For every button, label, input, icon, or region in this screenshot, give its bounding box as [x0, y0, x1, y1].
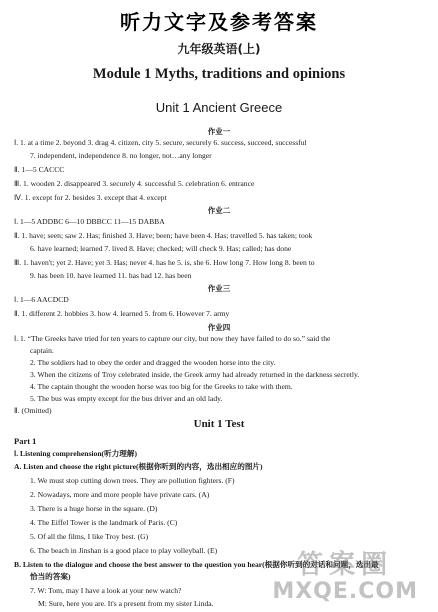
answer-line: Ⅰ. 1—6 AACDCD — [14, 295, 69, 304]
transcript-line: 3. There is a huge horse in the square. (D) — [30, 504, 158, 513]
watermark-cn: 答案圈 — [297, 550, 394, 580]
part-heading: Part 1 — [14, 436, 37, 446]
grade-subtitle: 九年级英语(上) — [177, 42, 261, 56]
answer-line: Ⅰ. 1. at a time 2. beyond 3. drag 4. citizen, city 5. secure, securely 6. success, succeed, successful — [14, 138, 307, 147]
answer-line: Ⅰ. 1—5 ADDBC 6—10 DBBCC 11—15 DABBA — [14, 217, 165, 226]
answer-line: Ⅱ. 1. different 2. hobbies 3. how 4. learned 5. from 6. However 7. army — [14, 309, 230, 318]
transcript-line: 6. The beach in Jinshan is a good place to play volleyball. (E) — [30, 546, 218, 555]
test-title: Unit 1 Test — [193, 418, 245, 430]
section-heading-3: 作业三 — [207, 284, 231, 293]
answer-line: Ⅳ. 1. except for 2. besides 3. except that 4. except — [14, 193, 167, 202]
answer-line: 5. The bus was empty except for the bus driver and an old lady. — [30, 394, 223, 403]
answer-line: 7. independent, independence 8. no longer, not…any longer — [30, 151, 212, 160]
transcript-line: 7. W: Tom, may I have a look at your new watch? — [30, 586, 182, 595]
answer-line: Ⅱ. 1. have; seen; saw 2. Has; finished 3. Have; been; have been 4. Has; travelled 5. has taken; took — [14, 231, 313, 240]
question-heading: B. Listen to the dialogue and choose the best answer to the question you hear(根据你听到的对话和问题，选出最 — [14, 560, 379, 569]
answer-line: Ⅲ. 1. haven't; yet 2. Have; yet 3. Has; never 4. has he 5. is, she 6. How long 7. How long 8. been to — [14, 258, 315, 267]
answer-line: captain. — [30, 346, 54, 355]
answer-line: Ⅰ. 1. “The Greeks have tried for ten years to capture our city, but now they have failed to do so.” said the — [14, 334, 331, 343]
page-title: 听力文字及参考答案 — [120, 10, 318, 34]
answer-line: Ⅲ. 1. wooden 2. disappeared 3. securely 4. successful 5. celebration 6. entrance — [14, 179, 255, 188]
watermark-logo — [272, 544, 418, 604]
section-heading-1: 作业一 — [207, 127, 231, 136]
transcript-line: M: Sure, here you are. It's a present from my sister Linda. — [38, 599, 214, 608]
answer-line: 3. When the citizens of Troy celebrated inside, the Greek army had already returned in the darkness secretly. — [30, 370, 360, 379]
answer-line: 9. has been 10. have learned 11. has had 12. has been — [30, 271, 192, 280]
section-heading-2: 作业二 — [207, 206, 231, 215]
watermark-en: MXQE.COM — [272, 579, 418, 604]
answer-line: 4. The captain thought the wooden horse was too big for the Greeks to take with them. — [30, 382, 293, 391]
question-heading: A. Listen and choose the right picture(根据你听到的内容，选出相应的图片) — [14, 462, 263, 471]
question-heading: 恰当的答案) — [30, 572, 71, 581]
transcript-line: 1. We must stop cutting down trees. They are pollution fighters. (F) — [30, 476, 235, 485]
answer-line: Ⅱ. 1—5 CACCC — [14, 165, 65, 174]
answer-line: 6. have learned; learned 7. lived 8. Have; checked; will check 9. Has; called; has done — [30, 244, 292, 253]
section-heading-4: 作业四 — [207, 323, 231, 332]
transcript-line: 5. Of all the films, I like Troy best. (G) — [30, 532, 149, 541]
module-heading: Module 1 Myths, traditions and opinions — [92, 66, 346, 82]
answer-line: 2. The soldiers had to obey the order and dragged the wooden horse into the city. — [30, 358, 276, 367]
answer-line: Ⅱ. (Omitted) — [14, 406, 52, 415]
question-heading: Ⅰ. Listening comprehension(听力理解) — [14, 449, 137, 458]
transcript-line: 4. The Eiffel Tower is the landmark of Paris. (C) — [30, 518, 178, 527]
transcript-line: 2. Nowadays, more and more people have private cars. (A) — [30, 490, 210, 499]
unit-heading: Unit 1 Ancient Greece — [155, 100, 283, 115]
